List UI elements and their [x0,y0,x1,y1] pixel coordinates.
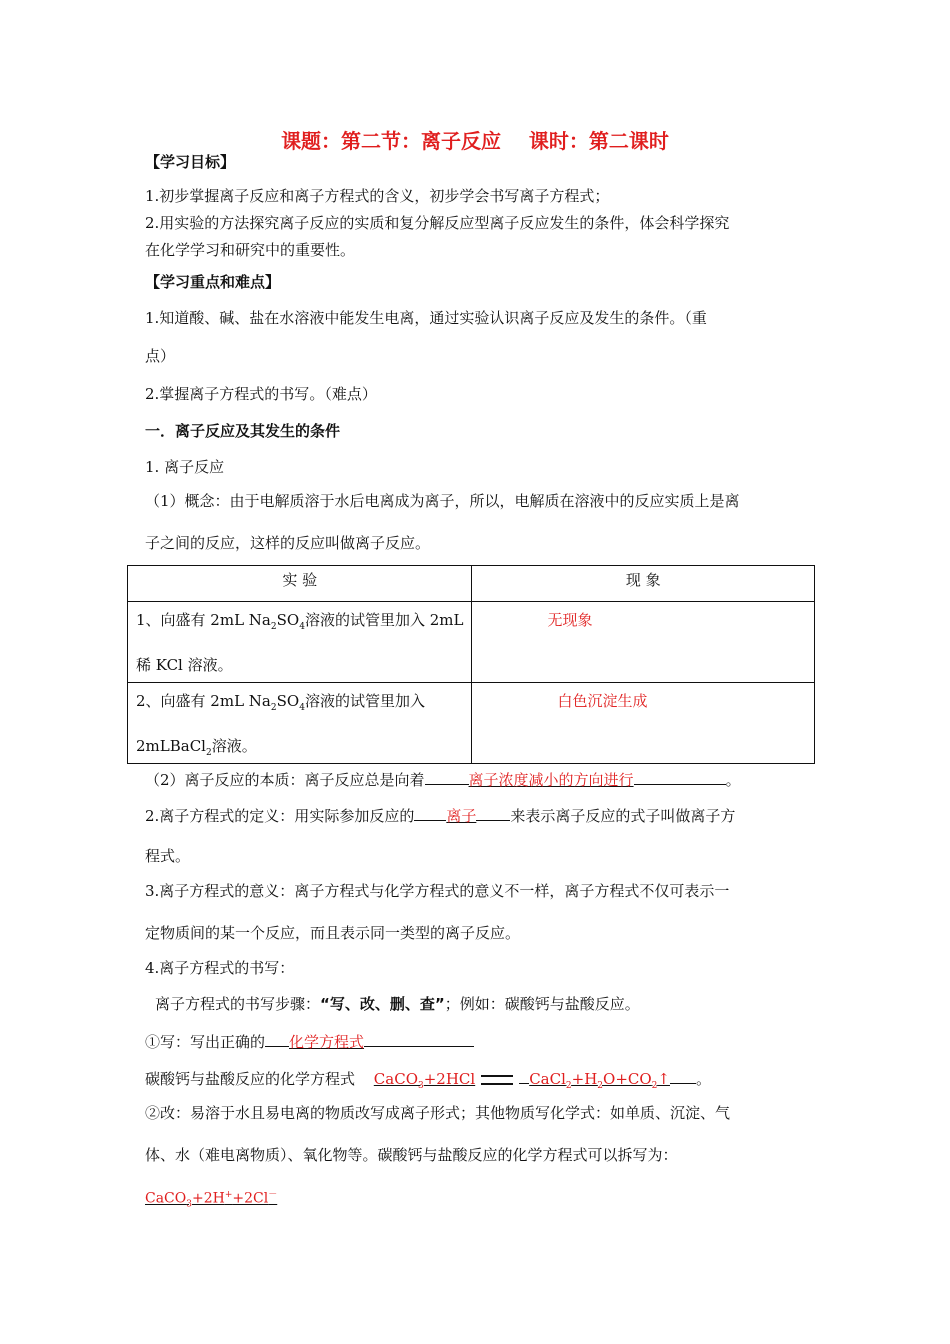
equation-left: CaCO$_3$+2HCl [373,1070,476,1091]
step1-line: ①写：写出正确的 化学方程式 [145,1030,474,1052]
equation-line: 碳酸钙与盐酸反应的化学方程式 CaCO$_3$+2HCl $CaCl_2+H_2O+CO_2↑$ 。 [145,1067,711,1096]
ionic-equation: CaCO$_3$+2H++2Cl－ [145,1190,278,1210]
experiment-table [127,565,815,764]
focus-heading: 【学习重点和难点】 [145,273,281,291]
essence-line: （2）离子反应的本质：离子反应总是向着 离子浓度减小的方向进行 。 [145,768,741,790]
concept-line-b: 子之间的反应，这样的反应叫做离子反应。 [145,534,431,552]
table-header-row [128,566,815,602]
equation-right: $CaCl_2+H_2O+CO_2↑$ [529,1070,670,1091]
row2-experiment: 2、向盛有 2mL $Na_2SO_4$溶液的试管里加入 2mLBaCl$_2$溶液。 [128,683,472,764]
row1-experiment: 1、向盛有 2mL $Na_2SO_4$溶液的试管里加入 2mL 稀 KCl 溶液。 [128,602,472,683]
meaning-line-b: 定物质间的某一个反应，而且表示同一类型的离子反应。 [145,924,521,942]
writing-steps: 离子方程式的书写步骤：“写、改、删、查”；例如：碳酸钙与盐酸反应。 [155,995,640,1013]
definition-line-b: 程式。 [145,847,191,865]
writing-heading: 4.离子方程式的书写： [145,959,295,977]
step2-line-b: 体、水（难电离物质）、氧化物等。碳酸钙与盐酸反应的化学方程式可以拆写为： [145,1146,678,1164]
section1-heading: 一．离子反应及其发生的条件 [145,422,341,440]
section1-sub1: 1. 离子反应 [145,458,225,476]
focus-item-1a: 1.知道酸、碱、盐在水溶液中能发生电离，通过实验认识离子反应及发生的条件。（重 [145,309,707,327]
table-row [128,602,815,683]
definition-line-a: 2.离子方程式的定义：用实际参加反应的 离子 来表示离子反应的式子叫做离子方 [145,804,735,826]
meaning-line-a: 3.离子方程式的意义：离子方程式与化学方程式的意义不一样，离子方程式不仅可表示一 [145,882,730,900]
focus-item-1b: 点） [145,347,176,365]
gas-arrow-icon: ↑ [657,1070,670,1088]
focus-item-2: 2.掌握离子方程式的书写。（难点） [145,385,377,403]
concept-line-a: （1）概念：由于电解质溶于水后电离成为离子，所以，电解质在溶液中的反应实质上是离 [145,492,740,510]
essence-answer: 离子浓度减小的方向进行 [468,771,634,789]
objectives-heading: 【学习目标】 [145,153,236,171]
definition-answer: 离子 [446,807,477,825]
row2-phenomenon: 白色沉淀生成 [472,683,815,764]
table-row [128,683,815,764]
equals-sign [481,1075,513,1085]
objective-item-2a: 2.用实验的方法探究离子反应的实质和复分解反应型离子反应发生的条件，体会科学探究 [145,214,730,232]
header-phenomenon: 现 象 [472,566,815,602]
page-title: 课题：第二节：离子反应 课时：第二课时 [281,129,669,153]
row1-phenomenon: 无现象 [472,602,815,683]
objective-item-1: 1.初步掌握离子反应和离子方程式的含义，初步学会书写离子方程式； [145,187,610,205]
objective-item-2b: 在化学学习和研究中的重要性。 [145,241,356,259]
step1-answer: 化学方程式 [289,1033,365,1051]
step2-line-a: ②改：易溶于水且易电离的物质改写成离子形式；其他物质写化学式：如单质、沉淀、气 [145,1104,731,1122]
header-experiment: 实 验 [128,566,472,602]
